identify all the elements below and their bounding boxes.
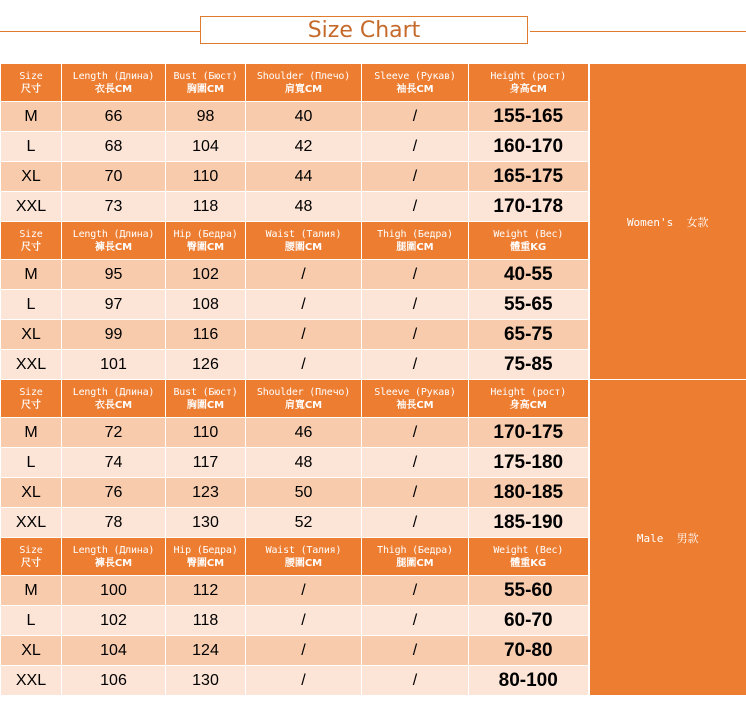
table-cell: 170-178 [469, 192, 589, 222]
table-cell: 124 [166, 636, 246, 666]
column-header-label: Waist (Талия) [265, 544, 342, 556]
column-header-label: Size [19, 386, 43, 398]
column-header [1, 380, 62, 418]
column-header [62, 64, 166, 102]
column-header [166, 222, 246, 260]
column-header [362, 538, 469, 576]
column-header-label: Height (рост) [490, 386, 567, 398]
table-cell: 175-180 [469, 448, 589, 478]
table-cell: / [362, 478, 469, 508]
column-header [469, 64, 589, 102]
column-header-label: Size [19, 228, 43, 240]
column-header [1, 222, 62, 260]
size-chart-body [1, 64, 746, 696]
column-header-unit: 身高CM [509, 83, 547, 95]
column-header-label: Height (рост) [490, 70, 567, 82]
column-header-label: Waist (Талия) [265, 228, 342, 240]
column-header-unit: 體重KG [510, 557, 547, 569]
table-cell: 50 [246, 478, 362, 508]
column-header [469, 538, 589, 576]
column-header-unit: 肩寬CM [284, 399, 323, 411]
column-header-unit: 袖長CM [396, 399, 434, 411]
table-cell: / [246, 666, 362, 696]
table-cell: L [1, 290, 62, 320]
column-header-unit: 臀圍CM [186, 241, 225, 253]
column-header-label: Size [19, 544, 43, 556]
table-cell: 126 [166, 350, 246, 380]
column-header [1, 538, 62, 576]
table-cell: / [246, 260, 362, 290]
column-header-unit: 體重KG [510, 241, 547, 253]
column-header-label: Bust (Бюст) [173, 386, 238, 398]
column-header-label: Sleeve (Рукав) [374, 386, 456, 398]
column-header-label: Thigh (Бедра) [377, 544, 453, 556]
table-cell: 102 [62, 606, 166, 636]
column-header [246, 222, 362, 260]
table-cell: 42 [246, 132, 362, 162]
table-cell: 160-170 [469, 132, 589, 162]
section-label [589, 64, 746, 380]
table-cell: 72 [62, 418, 166, 448]
column-header-label: Hip (Бедра) [173, 544, 238, 556]
column-header-label: Hip (Бедра) [173, 228, 238, 240]
table-cell: 55-65 [469, 290, 589, 320]
table-cell: 118 [166, 192, 246, 222]
column-header-unit: 腰圍CM [284, 241, 323, 253]
table-cell: 104 [166, 132, 246, 162]
column-header-label: Length (Длина) [72, 70, 155, 82]
table-cell: 118 [166, 606, 246, 636]
column-header-label: Weight (Вес) [493, 228, 564, 240]
table-cell: / [246, 606, 362, 636]
table-cell: 70 [62, 162, 166, 192]
table-cell: 40 [246, 102, 362, 132]
table-cell: 99 [62, 320, 166, 350]
table-cell: / [362, 192, 469, 222]
column-header-label: Weight (Вес) [493, 544, 564, 556]
column-header-unit: 胸圍CM [186, 83, 225, 95]
section-label [589, 380, 746, 696]
table-cell: / [362, 320, 469, 350]
table-cell: 112 [166, 576, 246, 606]
column-header-unit: 尺寸 [21, 399, 41, 411]
column-header [1, 64, 62, 102]
column-header [469, 222, 589, 260]
table-cell: / [362, 666, 469, 696]
column-header [62, 380, 166, 418]
table-cell: 52 [246, 508, 362, 538]
table-cell: 130 [166, 508, 246, 538]
table-cell: L [1, 132, 62, 162]
column-header-unit: 肩寬CM [284, 83, 323, 95]
table-cell: XXL [1, 192, 62, 222]
table-cell: / [246, 320, 362, 350]
title-rule-left [0, 31, 200, 32]
column-header-label: Length (Длина) [72, 386, 155, 398]
column-header-unit: 褲長CM [94, 241, 133, 253]
table-cell: / [246, 636, 362, 666]
table-cell: L [1, 448, 62, 478]
table-cell: / [362, 260, 469, 290]
table-cell: 104 [62, 636, 166, 666]
column-header-unit: 衣長CM [94, 83, 133, 95]
table-cell: 180-185 [469, 478, 589, 508]
column-header-label: Sleeve (Рукав) [374, 70, 456, 82]
column-header [469, 380, 589, 418]
section-label-text: Women's 女款 [626, 215, 709, 229]
table-cell: 130 [166, 666, 246, 696]
table-cell: 110 [166, 418, 246, 448]
table-cell: XL [1, 162, 62, 192]
column-header [62, 222, 166, 260]
column-header-unit: 衣長CM [94, 399, 133, 411]
table-cell: / [246, 576, 362, 606]
section-label-text: Male 男款 [636, 531, 699, 545]
column-header-label: Length (Длина) [72, 544, 155, 556]
column-header-unit: 尺寸 [21, 241, 41, 253]
table-cell: 155-165 [469, 102, 589, 132]
table-cell: 123 [166, 478, 246, 508]
table-cell: 74 [62, 448, 166, 478]
table-cell: 73 [62, 192, 166, 222]
table-cell: 65-75 [469, 320, 589, 350]
column-header-label: Shoulder (Плечо) [256, 70, 351, 82]
table-cell: / [362, 606, 469, 636]
table-cell: 98 [166, 102, 246, 132]
table-cell: 44 [246, 162, 362, 192]
column-header [166, 64, 246, 102]
table-cell: M [1, 102, 62, 132]
table-cell: 66 [62, 102, 166, 132]
table-cell: 80-100 [469, 666, 589, 696]
table-cell: 48 [246, 448, 362, 478]
table-cell: / [362, 102, 469, 132]
table-cell: 76 [62, 478, 166, 508]
table-cell: 170-175 [469, 418, 589, 448]
title-rule-right [530, 31, 746, 32]
column-header-unit: 尺寸 [21, 83, 41, 95]
table-cell: 108 [166, 290, 246, 320]
table-cell: 110 [166, 162, 246, 192]
column-header [62, 538, 166, 576]
table-cell: 78 [62, 508, 166, 538]
column-header-label: Bust (Бюст) [173, 70, 238, 82]
table-cell: / [246, 350, 362, 380]
table-cell: 102 [166, 260, 246, 290]
table-cell: / [362, 162, 469, 192]
table-cell: 116 [166, 320, 246, 350]
table-cell: 60-70 [469, 606, 589, 636]
column-header-label: Length (Длина) [72, 228, 155, 240]
column-header [362, 64, 469, 102]
table-cell: 106 [62, 666, 166, 696]
table-cell: 117 [166, 448, 246, 478]
column-header-unit: 袖長CM [396, 83, 434, 95]
table-cell: / [362, 350, 469, 380]
table-cell: 46 [246, 418, 362, 448]
table-cell: / [362, 636, 469, 666]
column-header-unit: 尺寸 [21, 557, 41, 569]
table-cell: XXL [1, 350, 62, 380]
column-header-unit: 腰圍CM [284, 557, 323, 569]
title-bar [0, 0, 746, 63]
column-header-label: Shoulder (Плечо) [256, 386, 351, 398]
header-row [1, 380, 746, 418]
table-cell: / [362, 508, 469, 538]
table-cell: M [1, 576, 62, 606]
table-cell: M [1, 260, 62, 290]
column-header [362, 222, 469, 260]
column-header-label: Thigh (Бедра) [377, 228, 453, 240]
table-cell: 101 [62, 350, 166, 380]
table-cell: / [362, 290, 469, 320]
column-header [246, 538, 362, 576]
table-cell: XL [1, 320, 62, 350]
table-cell: 185-190 [469, 508, 589, 538]
table-cell: XXL [1, 666, 62, 696]
table-cell: 55-60 [469, 576, 589, 606]
table-cell: / [362, 418, 469, 448]
table-cell: / [246, 290, 362, 320]
column-header-unit: 腿圍CM [396, 557, 434, 569]
table-cell: 75-85 [469, 350, 589, 380]
column-header-unit: 褲長CM [94, 557, 133, 569]
column-header-unit: 腿圍CM [396, 241, 434, 253]
page-title: Size Chart [200, 16, 528, 44]
table-cell: 97 [62, 290, 166, 320]
table-cell: 40-55 [469, 260, 589, 290]
column-header-unit: 身高CM [509, 399, 547, 411]
table-cell: XL [1, 636, 62, 666]
table-cell: / [362, 576, 469, 606]
table-cell: 165-175 [469, 162, 589, 192]
table-cell: L [1, 606, 62, 636]
table-cell: 95 [62, 260, 166, 290]
size-chart-table [0, 63, 746, 696]
table-cell: / [362, 448, 469, 478]
table-cell: XXL [1, 508, 62, 538]
table-cell: M [1, 418, 62, 448]
table-cell: XL [1, 478, 62, 508]
column-header [166, 380, 246, 418]
column-header [246, 380, 362, 418]
column-header-unit: 胸圍CM [186, 399, 225, 411]
column-header-label: Size [19, 70, 43, 82]
table-cell: 68 [62, 132, 166, 162]
column-header-unit: 臀圍CM [186, 557, 225, 569]
table-cell: / [362, 132, 469, 162]
column-header [246, 64, 362, 102]
column-header [166, 538, 246, 576]
table-cell: 70-80 [469, 636, 589, 666]
table-cell: 100 [62, 576, 166, 606]
table-cell: 48 [246, 192, 362, 222]
column-header [362, 380, 469, 418]
header-row [1, 64, 746, 102]
